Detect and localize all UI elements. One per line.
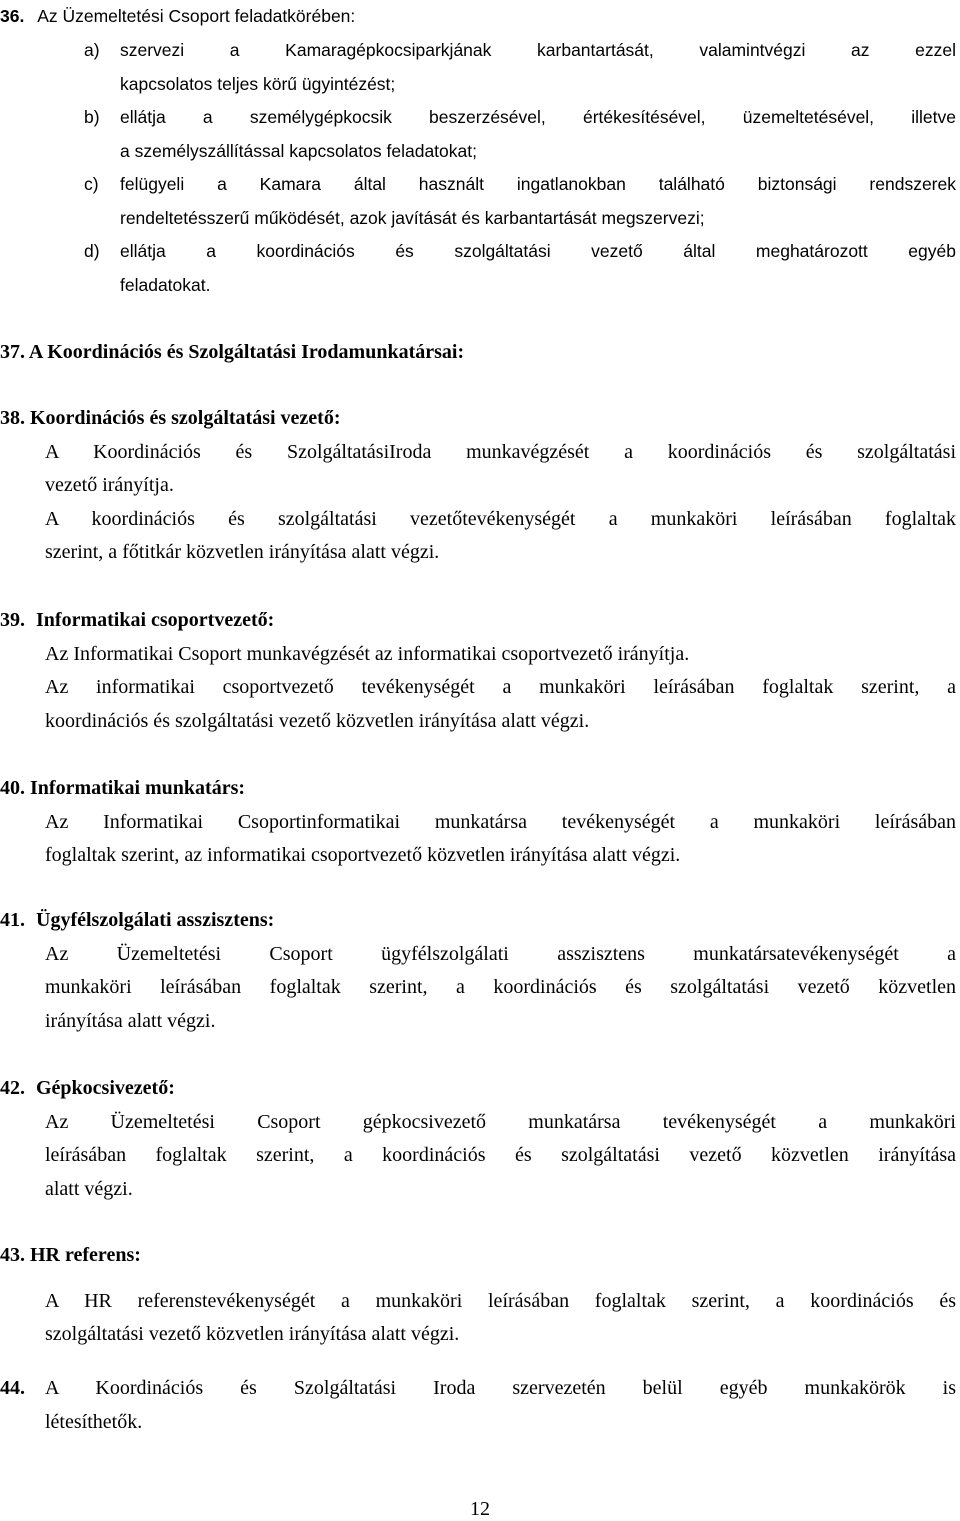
section-41: 41. Ügyfélszolgálati asszisztens: Az Üzemeltetési Csoport ügyfélszolgálati asszisztens munkatársatevékenységét a munkaköri leírásában foglaltak szerint, a koordinációs és szolgáltatási vezető közvetlen irányítása alatt végzi. [0, 909, 956, 1032]
paragraph: Az Üzemeltetési Csoport gépkocsivezető munkatársa tevékenységét a munkaköri [45, 1110, 956, 1133]
paragraph: A HR referenstevékenységét a munkaköri leírásában foglaltak szerint, a koordinációs és [45, 1289, 956, 1312]
section-number: 42. [0, 1077, 25, 1099]
paragraph: Az informatikai csoportvezető tevékenységét a munkaköri leírásában foglaltak szerint, a [45, 676, 956, 698]
paragraph: Az Üzemeltetési Csoport ügyfélszolgálati asszisztens munkatársatevékenységét a [45, 942, 956, 965]
section-heading: A Koordinációs és Szolgáltatási Irodamunkatársai: [28, 341, 465, 363]
item-d: d) ellátja a koordinációs és szolgáltatási vezető által meghatározott egyéb feladatokat. [84, 241, 956, 295]
section-heading: Koordinációs és szolgáltatási vezető: [30, 407, 341, 429]
section-heading: Gépkocsivezető: [36, 1077, 175, 1099]
section-heading: Az Üzemeltetési Csoport feladatkörében: [37, 6, 356, 26]
section-number: 40. [0, 777, 25, 799]
paragraph: A koordinációs és szolgáltatási vezetőtevékenységét a munkaköri leírásában foglaltak [45, 507, 956, 530]
section-43: 43. HR referens: A HR referenstevékenységét a munkaköri leírásában foglaltak szerint, a koordinációs és szolgáltatási vezető közvetlen irányítása alatt végzi. [0, 1244, 956, 1345]
section-heading: Ügyfélszolgálati asszisztens: [36, 909, 275, 931]
paragraph: A Koordinációs és SzolgáltatásiIroda munkavégzését a koordinációs és szolgáltatási [45, 440, 956, 463]
section-37 [0, 336, 464, 370]
paragraph: Az Informatikai Csoportinformatikai munkatársa tevékenységét a munkaköri leírásában [45, 810, 956, 833]
section-heading: HR referens: [30, 1244, 141, 1266]
paragraph: A Koordinációs és Szolgáltatási Iroda szervezetén belül egyéb munkakörök is [45, 1377, 956, 1399]
section-42: 42. Gépkocsivezető: Az Üzemeltetési Csoport gépkocsivezető munkatársa tevékenységét a munkaköri leírásában foglaltak szerint, a koordinációs és szolgáltatási vezető közvetlen irányítása alatt végzi. [0, 1077, 956, 1200]
item-a: a) szervezi a Kamaragépkocsiparkjának karbantartását, valamintvégzi az ezzel kapcsolatos teljes körű ügyintézést; [84, 40, 956, 94]
section-39: 39. Informatikai csoportvezető: Az Informatikai Csoport munkavégzését az informatikai csoportvezető irányítja. Az informatikai csoportvezető tevékenységét a munkaköri leírásában foglaltak szerint, a koordinációs és szolgáltatási vezető közvetlen irányítása alatt végzi. [0, 609, 956, 732]
section-number: 43. [0, 1244, 25, 1266]
item-b: b) ellátja a személygépkocsik beszerzésével, értékesítésével, üzemeltetésével, illetve a személyszállítással kapcsolatos feladatokat; [84, 107, 956, 161]
section-number: 39. [0, 609, 25, 631]
paragraph: Az Informatikai Csoport munkavégzését az informatikai csoportvezető irányítja. [45, 642, 690, 665]
section-38: 38. Koordinációs és szolgáltatási vezető: A Koordinációs és SzolgáltatásiIroda munkavégzését a koordinációs és szolgáltatási vezető irányítja. A koordinációs és szolgáltatási vezetőtevékenységét a munkaköri leírásában foglaltak szerint, a főtitkár közvetlen irányítása alatt végzi. [0, 407, 956, 563]
section-number: 37. [0, 341, 25, 363]
section-number: 38. [0, 407, 25, 429]
section-40: 40. Informatikai munkatárs: Az Informatikai Csoportinformatikai munkatársa tevékenységét a munkaköri leírásában foglaltak szerint, az informatikai csoportvezető közvetlen irányítása alatt végzi. [0, 777, 956, 866]
section-heading: Informatikai munkatárs: [30, 777, 246, 799]
page-number: 12 [470, 1498, 490, 1520]
section-heading: Informatikai csoportvezető: [36, 609, 275, 631]
section-number: 36. [0, 6, 25, 26]
section-44: 44. A Koordinációs és Szolgáltatási Iroda szervezetén belül egyéb munkakörök is létesíthetők. [0, 1372, 956, 1439]
section-number: 44. [0, 1377, 25, 1399]
item-c: c) felügyeli a Kamara által használt ingatlanokban található biztonsági rendszerek rendeltetésszerű működését, azok javítását és karbantartását megszervezi; [84, 174, 956, 228]
section-number: 41. [0, 909, 25, 931]
